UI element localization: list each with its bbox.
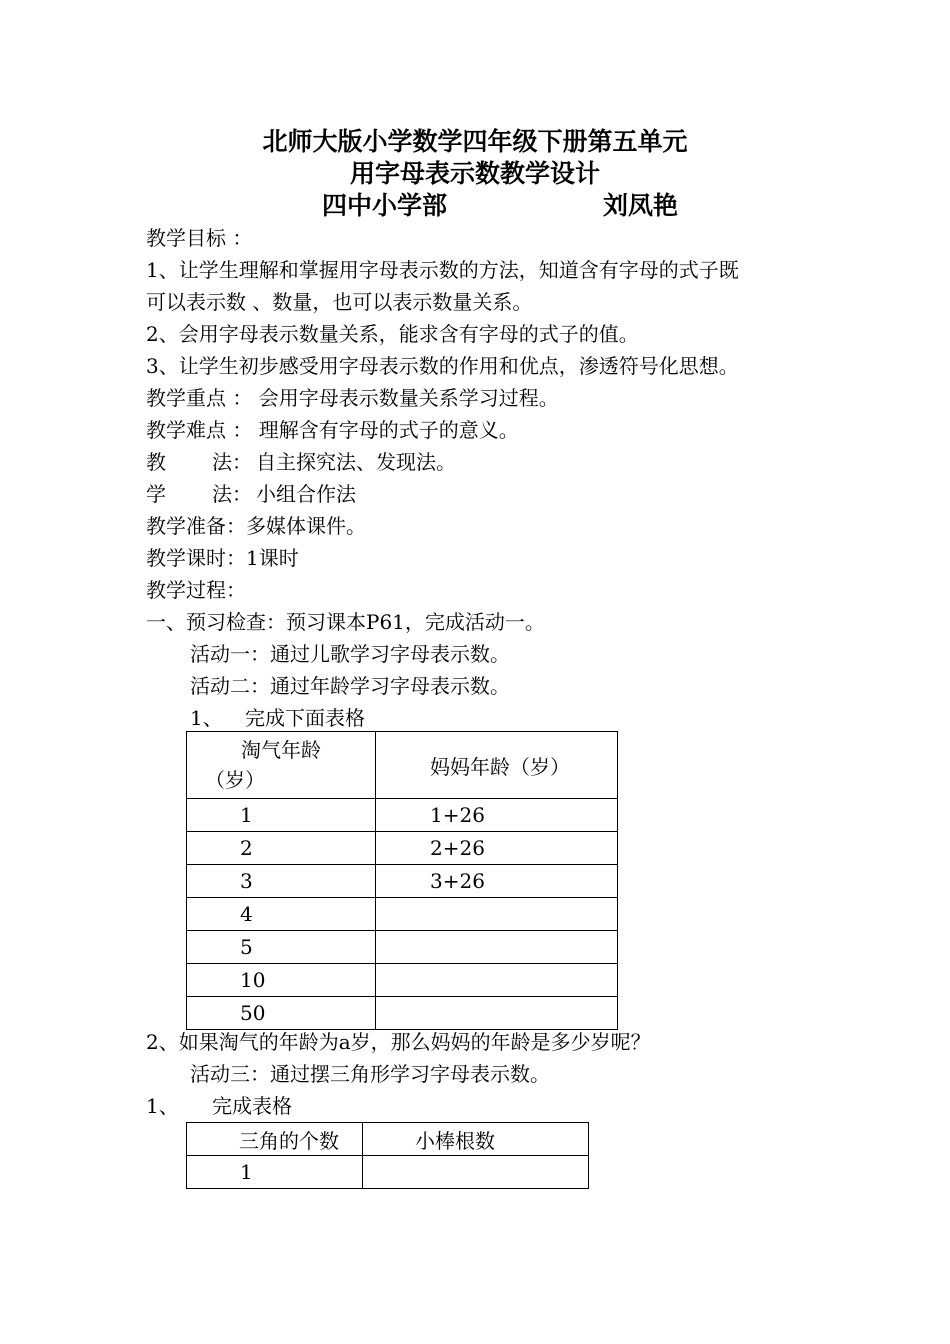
table-row <box>187 1156 589 1189</box>
goal-2: 2、会用字母表示数量关系，能求含有字母的式子的值。 <box>146 322 639 346</box>
learn-method-label-b: 法： <box>212 482 252 506</box>
age-cell: 1 <box>187 799 376 832</box>
key-point: 教学重点 ： 会用字母表示数量关系学习过程。 <box>146 386 559 410</box>
task-1-number: 1、 <box>190 706 223 730</box>
header-cell-mom-age: 妈妈年龄（岁） <box>376 732 618 799</box>
author-name: 刘凤艳 <box>603 191 679 220</box>
learn-method-value: 小组合作法 <box>256 482 356 506</box>
mom-age-cell <box>376 931 618 964</box>
task-2-text: 完成表格 <box>212 1094 292 1118</box>
age-cell: 4 <box>187 898 376 931</box>
table-row <box>187 799 618 832</box>
activity-3: 活动三：通过摆三角形学习字母表示数。 <box>190 1062 550 1086</box>
stick-count-cell <box>363 1156 589 1189</box>
table-header-row <box>187 1123 589 1156</box>
activity-1: 活动一：通过儿歌学习字母表示数。 <box>190 642 510 666</box>
mom-age-cell: 2+26 <box>376 832 618 865</box>
school-name: 四中小学部 <box>322 191 448 220</box>
age-cell: 3 <box>187 865 376 898</box>
age-cell: 5 <box>187 931 376 964</box>
header-cell-triangle-count: 三角的个数 <box>187 1123 363 1156</box>
table-header-row <box>187 732 618 799</box>
task-1-text: 完成下面表格 <box>245 706 365 730</box>
teaching-prep: 教学准备：多媒体课件。 <box>146 514 366 538</box>
learn-method-label-a: 学 <box>146 482 166 506</box>
age-cell: 2 <box>187 832 376 865</box>
question-2: 2、如果淘气的年龄为a岁，那么妈妈的年龄是多少岁呢？ <box>146 1030 651 1054</box>
goal-1-line-a: 1、让学生理解和掌握用字母表示数的方法，知道含有字母的式子既 <box>146 258 739 282</box>
teach-method-label-b: 法： <box>212 450 252 474</box>
document-subtitle: 用字母表示数教学设计 <box>349 159 600 188</box>
teach-method-value: 自主探究法、发现法。 <box>256 450 456 474</box>
document-title: 北师大版小学数学四年级下册第五单元 <box>262 127 688 156</box>
table-row <box>187 964 618 997</box>
table-row <box>187 997 618 1030</box>
mom-age-cell <box>376 898 618 931</box>
mom-age-cell <box>376 964 618 997</box>
mom-age-cell <box>376 997 618 1030</box>
header-cell-taoqi-age <box>187 732 376 799</box>
header-cell-stick-count: 小棒根数 <box>363 1123 589 1156</box>
triangle-count-cell: 1 <box>187 1156 363 1189</box>
mom-age-cell: 3+26 <box>376 865 618 898</box>
table-row <box>187 832 618 865</box>
header-label: 淘气年龄 <box>241 738 321 762</box>
mom-age-cell: 1+26 <box>376 799 618 832</box>
process-heading: 教学过程： <box>146 578 246 602</box>
age-cell: 10 <box>187 964 376 997</box>
goal-3: 3、让学生初步感受用字母表示数的作用和优点，渗透符号化思想。 <box>146 354 739 378</box>
triangle-table <box>186 1122 589 1189</box>
activity-2: 活动二：通过年龄学习字母表示数。 <box>190 674 510 698</box>
age-table <box>186 731 618 1030</box>
teach-method-label-a: 教 <box>146 450 166 474</box>
table-row <box>187 865 618 898</box>
step-1: 一、预习检查：预习课本P61，完成活动一。 <box>146 610 545 634</box>
task-2-number: 1、 <box>146 1094 179 1118</box>
teaching-hours: 教学课时：1课时 <box>146 546 299 570</box>
table-row <box>187 898 618 931</box>
table-row <box>187 931 618 964</box>
goal-1-line-b: 可以表示数 、数量，也可以表示数量关系。 <box>146 290 533 314</box>
difficulty: 教学难点 ： 理解含有字母的式子的意义。 <box>146 418 519 442</box>
header-unit: （岁） <box>205 768 265 792</box>
goals-heading: 教学目标 ： <box>146 226 253 250</box>
age-cell: 50 <box>187 997 376 1030</box>
